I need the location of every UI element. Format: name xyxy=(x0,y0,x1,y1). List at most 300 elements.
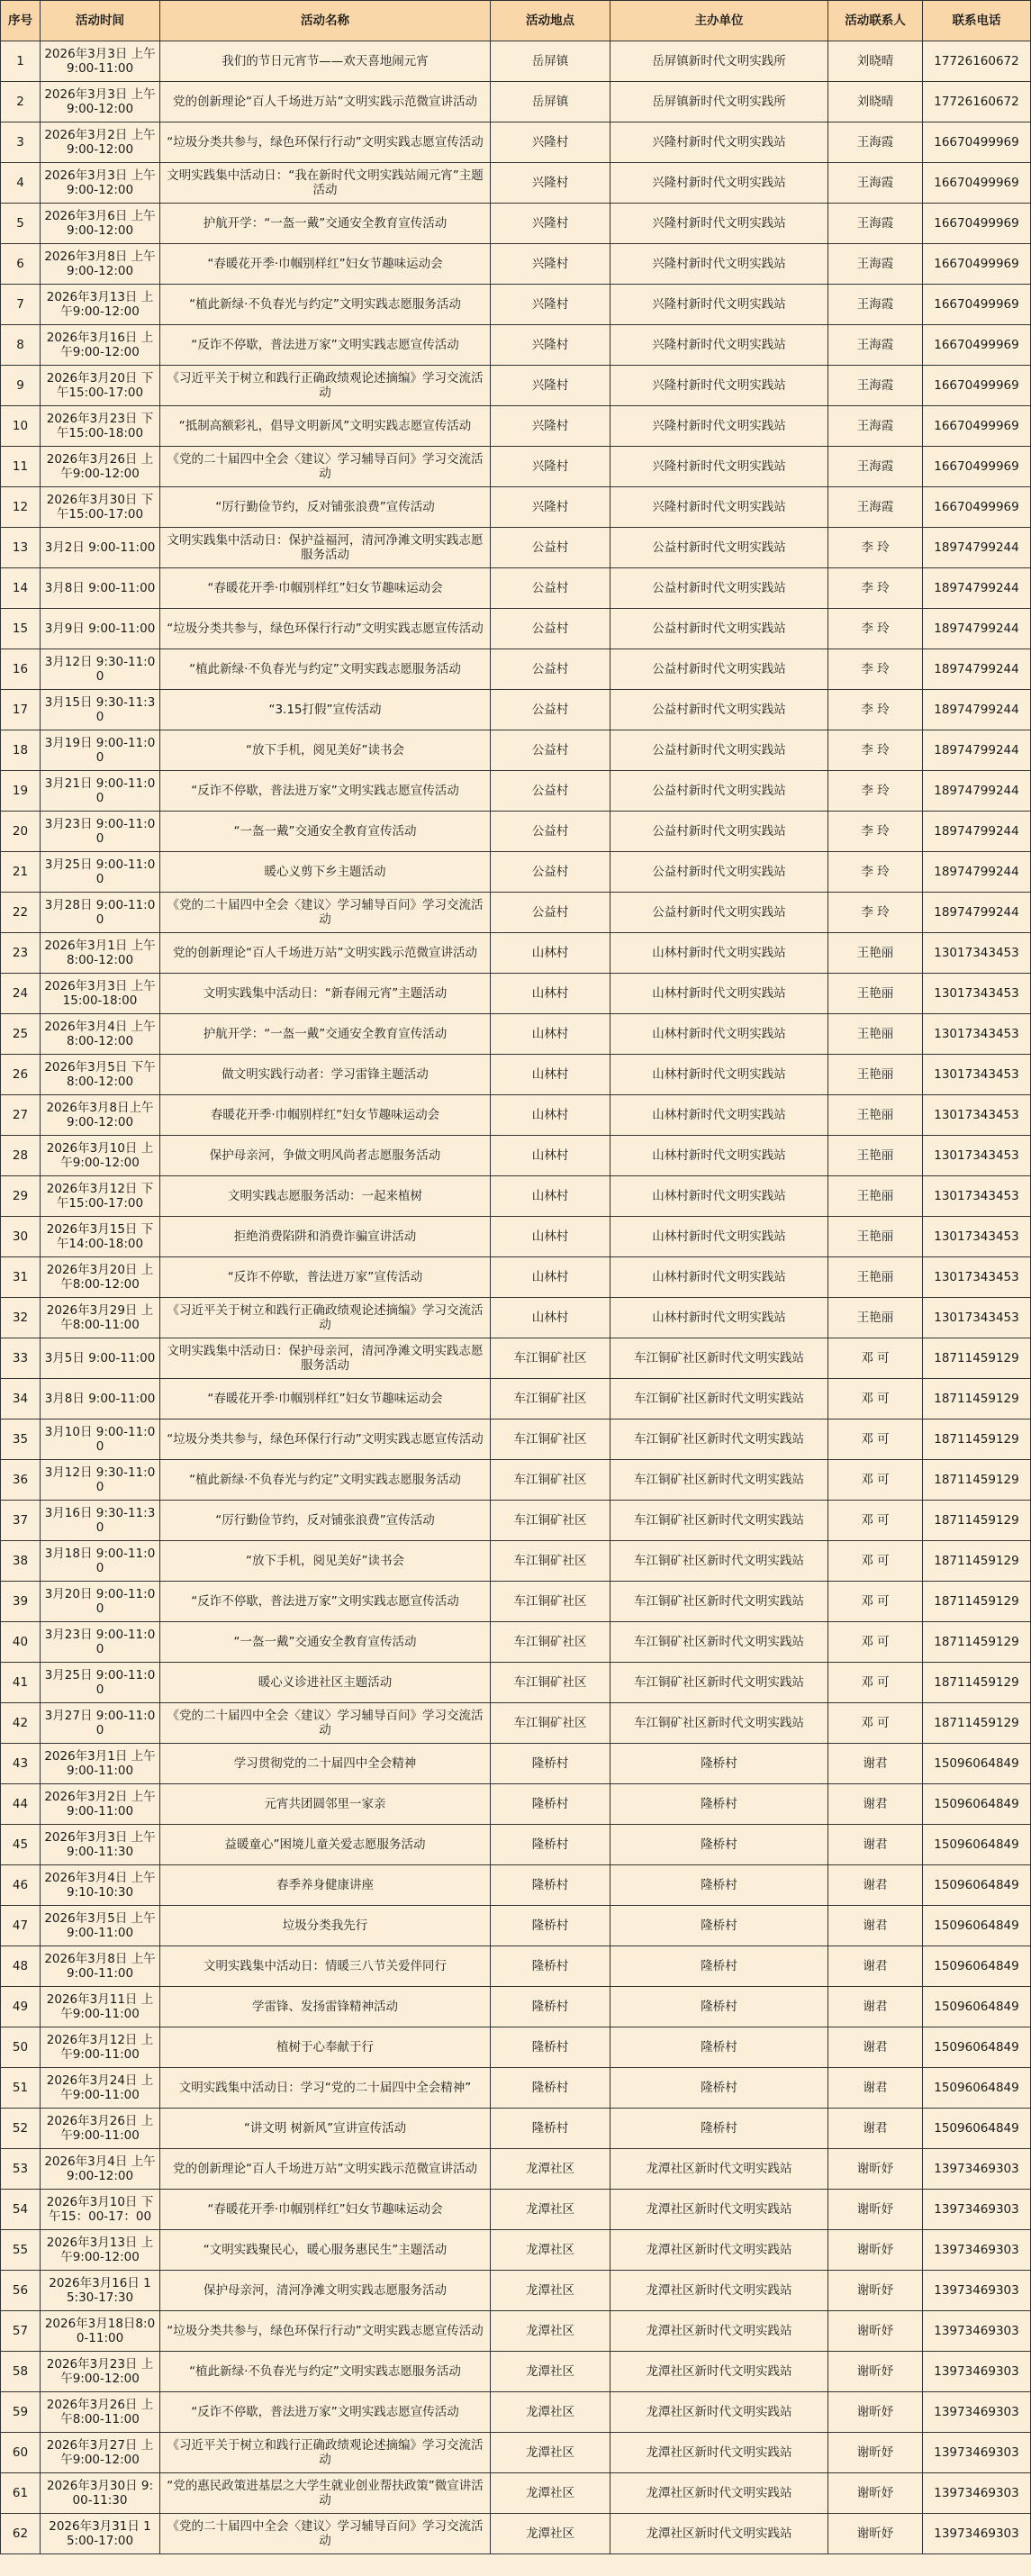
row-index: 5 xyxy=(1,204,41,244)
activity-name: “植此新绿·不负春光与约定”文明实践志愿服务活动 xyxy=(160,649,491,690)
activity-name: 《党的二十届四中全会〈建议〉学习辅导百问》学习交流活动 xyxy=(160,893,491,933)
contact-person: 谢君 xyxy=(828,1865,923,1906)
contact-person: 邓 可 xyxy=(828,1582,923,1622)
header-row xyxy=(1,1,1031,41)
activity-name: 《党的二十届四中全会〈建议〉学习辅导百问》学习交流活动 xyxy=(160,1703,491,1744)
row-index: 48 xyxy=(1,1946,41,1987)
organizer: 隆桥村 xyxy=(610,2027,828,2068)
activity-time: 3月8日 9:00-11:00 xyxy=(41,1379,160,1420)
contact-phone: 13973469303 xyxy=(923,2514,1031,2554)
row-index: 39 xyxy=(1,1582,41,1622)
contact-person: 李 玲 xyxy=(828,812,923,852)
contact-person: 李 玲 xyxy=(828,771,923,812)
header-activity-name: 活动名称 xyxy=(160,1,491,41)
activity-time: 2026年3月20日 下午15:00-17:00 xyxy=(41,366,160,406)
activity-time: 2026年3月12日 上午9:00-11:00 xyxy=(41,2027,160,2068)
organizer: 兴隆村新时代文明实践站 xyxy=(610,325,828,366)
contact-phone: 15096064849 xyxy=(923,2027,1031,2068)
organizer: 龙潭社区新时代文明实践站 xyxy=(610,2392,828,2433)
organizer: 兴隆村新时代文明实践站 xyxy=(610,122,828,163)
table-row xyxy=(1,1055,1031,1095)
activity-location: 龙潭社区 xyxy=(491,2149,610,2190)
contact-phone: 13973469303 xyxy=(923,2230,1031,2271)
row-index: 49 xyxy=(1,1987,41,2027)
contact-person: 刘晓晴 xyxy=(828,82,923,122)
activity-name: “3.15打假”宣传活动 xyxy=(160,690,491,730)
table-row xyxy=(1,2149,1031,2190)
contact-phone: 13017343453 xyxy=(923,974,1031,1014)
activity-time: 3月28日 9:00-11:00 xyxy=(41,893,160,933)
activity-location: 兴隆村 xyxy=(491,244,610,285)
table-row xyxy=(1,285,1031,325)
activity-location: 隆桥村 xyxy=(491,1744,610,1784)
contact-phone: 18711459129 xyxy=(923,1663,1031,1703)
contact-phone: 16670499969 xyxy=(923,122,1031,163)
activity-name: “春暖花开季·巾帼别样红”妇女节趣味运动会 xyxy=(160,568,491,609)
contact-phone: 16670499969 xyxy=(923,285,1031,325)
activity-time: 3月23日 9:00-11:00 xyxy=(41,1622,160,1663)
table-row xyxy=(1,1703,1031,1744)
activity-name: 春暖花开季·巾帼别样红”妇女节趣味运动会 xyxy=(160,1095,491,1136)
organizer: 隆桥村 xyxy=(610,1987,828,2027)
activity-time: 2026年3月2日 上午9:00-11:00 xyxy=(41,1784,160,1825)
table-row xyxy=(1,730,1031,771)
contact-phone: 15096064849 xyxy=(923,1744,1031,1784)
contact-phone: 15096064849 xyxy=(923,1825,1031,1865)
activity-time: 2026年3月5日 上午9:00-11:00 xyxy=(41,1906,160,1946)
row-index: 9 xyxy=(1,366,41,406)
table-row xyxy=(1,1217,1031,1257)
row-index: 37 xyxy=(1,1501,41,1541)
activity-time: 2026年3月4日 上午9:10-10:30 xyxy=(41,1865,160,1906)
activity-time: 2026年3月8日上午 9:00-12:00 xyxy=(41,1095,160,1136)
row-index: 45 xyxy=(1,1825,41,1865)
activity-time: 3月10日 9:00-11:00 xyxy=(41,1420,160,1460)
table-row xyxy=(1,528,1031,568)
organizer: 车江铜矿社区新时代文明实践站 xyxy=(610,1622,828,1663)
activity-location: 山林村 xyxy=(491,1298,610,1338)
contact-phone: 13017343453 xyxy=(923,933,1031,974)
row-index: 26 xyxy=(1,1055,41,1095)
table-row xyxy=(1,2109,1031,2149)
row-index: 54 xyxy=(1,2190,41,2230)
contact-phone: 16670499969 xyxy=(923,406,1031,447)
contact-phone: 18974799244 xyxy=(923,649,1031,690)
activity-location: 兴隆村 xyxy=(491,204,610,244)
contact-person: 邓 可 xyxy=(828,1460,923,1501)
activity-name: 学雷锋、发扬雷锋精神活动 xyxy=(160,1987,491,2027)
header-time: 活动时间 xyxy=(41,1,160,41)
table-row xyxy=(1,1784,1031,1825)
contact-person: 邓 可 xyxy=(828,1541,923,1582)
row-index: 50 xyxy=(1,2027,41,2068)
contact-person: 李 玲 xyxy=(828,649,923,690)
contact-person: 王海霞 xyxy=(828,163,923,204)
organizer: 隆桥村 xyxy=(610,1865,828,1906)
contact-person: 王艳丽 xyxy=(828,1298,923,1338)
table-row xyxy=(1,1663,1031,1703)
table-row xyxy=(1,1622,1031,1663)
activity-time: 3月20日 9:00-11:00 xyxy=(41,1582,160,1622)
contact-person: 邓 可 xyxy=(828,1379,923,1420)
contact-person: 王艳丽 xyxy=(828,1257,923,1298)
organizer: 兴隆村新时代文明实践站 xyxy=(610,244,828,285)
contact-person: 刘晓晴 xyxy=(828,41,923,82)
table-row xyxy=(1,1176,1031,1217)
activity-location: 隆桥村 xyxy=(491,1784,610,1825)
activity-location: 龙潭社区 xyxy=(491,2433,610,2473)
activity-location: 兴隆村 xyxy=(491,366,610,406)
contact-person: 王海霞 xyxy=(828,487,923,528)
table-row xyxy=(1,82,1031,122)
activity-name: 做文明实践行动者：学习雷锋主题活动 xyxy=(160,1055,491,1095)
header-phone: 联系电话 xyxy=(923,1,1031,41)
row-index: 12 xyxy=(1,487,41,528)
activity-time: 3月27日 9:00-11:00 xyxy=(41,1703,160,1744)
activity-time: 3月5日 9:00-11:00 xyxy=(41,1338,160,1379)
activity-time: 2026年3月6日 上午9:00-12:00 xyxy=(41,204,160,244)
activity-time: 3月25日 9:00-11:00 xyxy=(41,852,160,893)
activity-location: 岳屏镇 xyxy=(491,82,610,122)
activity-time: 3月21日 9:00-11:00 xyxy=(41,771,160,812)
activity-location: 隆桥村 xyxy=(491,2027,610,2068)
row-index: 46 xyxy=(1,1865,41,1906)
activity-name: “党的惠民政策进基层之大学生就业创业帮扶政策”微宣讲活动 xyxy=(160,2473,491,2514)
organizer: 公益村新时代文明实践站 xyxy=(610,812,828,852)
contact-phone: 13017343453 xyxy=(923,1055,1031,1095)
contact-phone: 18711459129 xyxy=(923,1622,1031,1663)
activity-name: “反诈不停歇，普法进万家”文明实践志愿宣传活动 xyxy=(160,1582,491,1622)
table-row xyxy=(1,1582,1031,1622)
table-row xyxy=(1,447,1031,487)
organizer: 隆桥村 xyxy=(610,1946,828,1987)
activity-name: “垃圾分类共参与，绿色环保行行动”文明实践志愿宣传活动 xyxy=(160,122,491,163)
contact-person: 谢君 xyxy=(828,1784,923,1825)
activity-name: 《习近平关于树立和践行正确政绩观论述摘编》学习交流活动 xyxy=(160,2433,491,2473)
activity-location: 车江铜矿社区 xyxy=(491,1338,610,1379)
activity-location: 公益村 xyxy=(491,771,610,812)
contact-phone: 13017343453 xyxy=(923,1176,1031,1217)
contact-phone: 15096064849 xyxy=(923,2068,1031,2109)
contact-phone: 18974799244 xyxy=(923,609,1031,649)
activity-time: 2026年3月4日 上午8:00-12:00 xyxy=(41,1014,160,1055)
contact-person: 邓 可 xyxy=(828,1338,923,1379)
contact-phone: 18711459129 xyxy=(923,1338,1031,1379)
activity-name: “植此新绿·不负春光与约定”文明实践志愿服务活动 xyxy=(160,1460,491,1501)
contact-phone: 13017343453 xyxy=(923,1257,1031,1298)
table-row xyxy=(1,812,1031,852)
activity-location: 车江铜矿社区 xyxy=(491,1582,610,1622)
activity-name: 植树于心奉献于行 xyxy=(160,2027,491,2068)
contact-person: 邓 可 xyxy=(828,1622,923,1663)
contact-person: 李 玲 xyxy=(828,893,923,933)
contact-phone: 16670499969 xyxy=(923,487,1031,528)
row-index: 29 xyxy=(1,1176,41,1217)
row-index: 25 xyxy=(1,1014,41,1055)
activity-name: 党的创新理论“百人千场进万站”文明实践示范微宣讲活动 xyxy=(160,2149,491,2190)
organizer: 公益村新时代文明实践站 xyxy=(610,568,828,609)
activity-location: 龙潭社区 xyxy=(491,2514,610,2554)
activity-location: 隆桥村 xyxy=(491,1946,610,1987)
contact-person: 王海霞 xyxy=(828,122,923,163)
row-index: 14 xyxy=(1,568,41,609)
contact-phone: 15096064849 xyxy=(923,1784,1031,1825)
activity-time: 2026年3月2日 上午9:00-12:00 xyxy=(41,122,160,163)
activity-location: 公益村 xyxy=(491,852,610,893)
activity-name: “反诈不停歇，普法进万家”文明实践志愿宣传活动 xyxy=(160,771,491,812)
row-index: 59 xyxy=(1,2392,41,2433)
organizer: 兴隆村新时代文明实践站 xyxy=(610,487,828,528)
contact-person: 邓 可 xyxy=(828,1663,923,1703)
contact-person: 李 玲 xyxy=(828,528,923,568)
table-row xyxy=(1,2027,1031,2068)
table-row xyxy=(1,2190,1031,2230)
activity-name: “反诈不停歇，普法进万家”宣传活动 xyxy=(160,1257,491,1298)
contact-person: 谢君 xyxy=(828,2027,923,2068)
activity-name: 益暖童心”困境儿童关爱志愿服务活动 xyxy=(160,1825,491,1865)
activity-time: 2026年3月3日 上午9:00-11:30 xyxy=(41,1825,160,1865)
activity-name: “垃圾分类共参与，绿色环保行行动”文明实践志愿宣传活动 xyxy=(160,2311,491,2352)
row-index: 62 xyxy=(1,2514,41,2554)
activity-name: 保护母亲河，清河净滩文明实践志愿服务活动 xyxy=(160,2271,491,2311)
row-index: 8 xyxy=(1,325,41,366)
activity-time: 2026年3月10日 下午15：00-17：00 xyxy=(41,2190,160,2230)
contact-person: 王海霞 xyxy=(828,325,923,366)
activity-time: 2026年3月30日 下午15:00-17:00 xyxy=(41,487,160,528)
activity-name: 保护母亲河，争做文明风尚者志愿服务活动 xyxy=(160,1136,491,1176)
activity-location: 公益村 xyxy=(491,609,610,649)
activity-name: “厉行勤俭节约，反对铺张浪费”宣传活动 xyxy=(160,1501,491,1541)
activity-location: 龙潭社区 xyxy=(491,2311,610,2352)
table-row xyxy=(1,1501,1031,1541)
contact-person: 谢昕妤 xyxy=(828,2433,923,2473)
row-index: 28 xyxy=(1,1136,41,1176)
contact-phone: 18974799244 xyxy=(923,812,1031,852)
activity-name: 我们的节日元宵节——欢天喜地闹元宵 xyxy=(160,41,491,82)
table-row xyxy=(1,487,1031,528)
activity-time: 3月12日 9:30-11:00 xyxy=(41,1460,160,1501)
table-row xyxy=(1,2473,1031,2514)
activity-location: 隆桥村 xyxy=(491,1906,610,1946)
activity-name: “放下手机，阅见美好”读书会 xyxy=(160,730,491,771)
contact-person: 王艳丽 xyxy=(828,1055,923,1095)
table-row xyxy=(1,1298,1031,1338)
activity-name: 党的创新理论“百人千场进万站”文明实践示范微宣讲活动 xyxy=(160,933,491,974)
contact-person: 李 玲 xyxy=(828,852,923,893)
contact-phone: 18711459129 xyxy=(923,1460,1031,1501)
row-index: 57 xyxy=(1,2311,41,2352)
activity-name: 文明实践集中活动日：“我在新时代文明实践站闹元宵”主题活动 xyxy=(160,163,491,204)
activity-time: 2026年3月29日 上午8:00-11:00 xyxy=(41,1298,160,1338)
table-row xyxy=(1,2271,1031,2311)
contact-phone: 13017343453 xyxy=(923,1014,1031,1055)
contact-phone: 18711459129 xyxy=(923,1501,1031,1541)
activity-location: 车江铜矿社区 xyxy=(491,1703,610,1744)
organizer: 兴隆村新时代文明实践站 xyxy=(610,406,828,447)
organizer: 公益村新时代文明实践站 xyxy=(610,690,828,730)
contact-phone: 13973469303 xyxy=(923,2392,1031,2433)
contact-phone: 18711459129 xyxy=(923,1420,1031,1460)
activity-name: “反诈不停歇，普法进万家”文明实践志愿宣传活动 xyxy=(160,325,491,366)
organizer: 兴隆村新时代文明实践站 xyxy=(610,204,828,244)
organizer: 隆桥村 xyxy=(610,1906,828,1946)
row-index: 22 xyxy=(1,893,41,933)
activity-name: 护航开学：“一盔一戴”交通安全教育宣传活动 xyxy=(160,204,491,244)
activity-name: 文明实践集中活动日：学习“党的二十届四中全会精神” xyxy=(160,2068,491,2109)
organizer: 龙潭社区新时代文明实践站 xyxy=(610,2433,828,2473)
activity-location: 隆桥村 xyxy=(491,1825,610,1865)
organizer: 山林村新时代文明实践站 xyxy=(610,1055,828,1095)
row-index: 30 xyxy=(1,1217,41,1257)
row-index: 55 xyxy=(1,2230,41,2271)
organizer: 山林村新时代文明实践站 xyxy=(610,1095,828,1136)
activity-time: 2026年3月31日 15:00-17:00 xyxy=(41,2514,160,2554)
activity-location: 车江铜矿社区 xyxy=(491,1541,610,1582)
activity-location: 车江铜矿社区 xyxy=(491,1420,610,1460)
activity-location: 兴隆村 xyxy=(491,122,610,163)
table-row xyxy=(1,1987,1031,2027)
activity-time: 2026年3月13日 上午9:00-12:00 xyxy=(41,2230,160,2271)
row-index: 51 xyxy=(1,2068,41,2109)
activity-location: 公益村 xyxy=(491,528,610,568)
table-row xyxy=(1,1338,1031,1379)
contact-person: 王海霞 xyxy=(828,447,923,487)
row-index: 36 xyxy=(1,1460,41,1501)
activity-name: 《党的二十届四中全会〈建议〉学习辅导百问》学习交流活动 xyxy=(160,447,491,487)
activity-location: 龙潭社区 xyxy=(491,2190,610,2230)
organizer: 兴隆村新时代文明实践站 xyxy=(610,163,828,204)
organizer: 车江铜矿社区新时代文明实践站 xyxy=(610,1379,828,1420)
organizer: 公益村新时代文明实践站 xyxy=(610,852,828,893)
contact-person: 王海霞 xyxy=(828,406,923,447)
activity-name: “一盔一戴”交通安全教育宣传活动 xyxy=(160,812,491,852)
organizer: 龙潭社区新时代文明实践站 xyxy=(610,2473,828,2514)
contact-phone: 18974799244 xyxy=(923,528,1031,568)
activity-name: 《党的二十届四中全会〈建议〉学习辅导百问》学习交流活动 xyxy=(160,2514,491,2554)
row-index: 53 xyxy=(1,2149,41,2190)
contact-person: 王艳丽 xyxy=(828,1095,923,1136)
organizer: 兴隆村新时代文明实践站 xyxy=(610,285,828,325)
table-row xyxy=(1,1460,1031,1501)
contact-person: 王艳丽 xyxy=(828,1217,923,1257)
contact-person: 谢君 xyxy=(828,1906,923,1946)
contact-phone: 13973469303 xyxy=(923,2190,1031,2230)
activity-time: 3月19日 9:00-11:00 xyxy=(41,730,160,771)
table-row xyxy=(1,41,1031,82)
organizer: 车江铜矿社区新时代文明实践站 xyxy=(610,1541,828,1582)
activity-location: 公益村 xyxy=(491,730,610,771)
activity-name: “厉行勤俭节约，反对铺张浪费”宣传活动 xyxy=(160,487,491,528)
contact-person: 王艳丽 xyxy=(828,933,923,974)
contact-phone: 17726160672 xyxy=(923,82,1031,122)
activity-location: 山林村 xyxy=(491,1217,610,1257)
table-row xyxy=(1,933,1031,974)
activity-name: 元宵共团圆邻里一家亲 xyxy=(160,1784,491,1825)
activity-location: 公益村 xyxy=(491,568,610,609)
table-row xyxy=(1,1257,1031,1298)
activity-time: 2026年3月8日 上午9:00-12:00 xyxy=(41,244,160,285)
activity-time: 2026年3月24日 上午9:00-11:00 xyxy=(41,2068,160,2109)
organizer: 山林村新时代文明实践站 xyxy=(610,1136,828,1176)
organizer: 公益村新时代文明实践站 xyxy=(610,893,828,933)
table-body xyxy=(1,41,1031,2554)
activity-name: “讲文明 树新风”宣讲宣传活动 xyxy=(160,2109,491,2149)
contact-person: 谢昕妤 xyxy=(828,2514,923,2554)
row-index: 20 xyxy=(1,812,41,852)
activity-time: 2026年3月26日 上午8:00-11:00 xyxy=(41,2392,160,2433)
organizer: 公益村新时代文明实践站 xyxy=(610,609,828,649)
row-index: 60 xyxy=(1,2433,41,2473)
contact-person: 谢昕妤 xyxy=(828,2149,923,2190)
contact-person: 谢君 xyxy=(828,2109,923,2149)
table-row xyxy=(1,974,1031,1014)
activity-location: 公益村 xyxy=(491,649,610,690)
organizer: 山林村新时代文明实践站 xyxy=(610,1014,828,1055)
activity-location: 车江铜矿社区 xyxy=(491,1501,610,1541)
organizer: 兴隆村新时代文明实践站 xyxy=(610,447,828,487)
activity-location: 兴隆村 xyxy=(491,406,610,447)
contact-phone: 15096064849 xyxy=(923,2109,1031,2149)
activity-time: 2026年3月1日 上午8:00-12:00 xyxy=(41,933,160,974)
activity-name: 《习近平关于树立和践行正确政绩观论述摘编》学习交流活动 xyxy=(160,366,491,406)
row-index: 35 xyxy=(1,1420,41,1460)
organizer: 龙潭社区新时代文明实践站 xyxy=(610,2352,828,2392)
row-index: 7 xyxy=(1,285,41,325)
table-row xyxy=(1,568,1031,609)
organizer: 山林村新时代文明实践站 xyxy=(610,1217,828,1257)
row-index: 11 xyxy=(1,447,41,487)
organizer: 隆桥村 xyxy=(610,2109,828,2149)
activity-name: 文明实践志愿服务活动：一起来植树 xyxy=(160,1176,491,1217)
contact-person: 王海霞 xyxy=(828,244,923,285)
activity-location: 龙潭社区 xyxy=(491,2473,610,2514)
activity-location: 兴隆村 xyxy=(491,285,610,325)
organizer: 兴隆村新时代文明实践站 xyxy=(610,366,828,406)
table-row xyxy=(1,2514,1031,2554)
table-row xyxy=(1,1014,1031,1055)
activity-time: 2026年3月23日 下午15:00-18:00 xyxy=(41,406,160,447)
contact-phone: 13017343453 xyxy=(923,1136,1031,1176)
row-index: 2 xyxy=(1,82,41,122)
contact-phone: 18974799244 xyxy=(923,690,1031,730)
row-index: 58 xyxy=(1,2352,41,2392)
organizer: 山林村新时代文明实践站 xyxy=(610,933,828,974)
contact-person: 谢君 xyxy=(828,1987,923,2027)
contact-phone: 17726160672 xyxy=(923,41,1031,82)
activity-location: 龙潭社区 xyxy=(491,2352,610,2392)
row-index: 1 xyxy=(1,41,41,82)
organizer: 岳屏镇新时代文明实践所 xyxy=(610,82,828,122)
activity-name: “一盔一戴”交通安全教育宣传活动 xyxy=(160,1622,491,1663)
activity-time: 2026年3月30日 9:00-11:30 xyxy=(41,2473,160,2514)
table-row xyxy=(1,1420,1031,1460)
table-row xyxy=(1,893,1031,933)
row-index: 38 xyxy=(1,1541,41,1582)
activity-time: 3月16日 9:30-11:30 xyxy=(41,1501,160,1541)
table-row xyxy=(1,690,1031,730)
activity-name: 《习近平关于树立和践行正确政绩观论述摘编》学习交流活动 xyxy=(160,1298,491,1338)
activity-name: “春暖花开季·巾帼别样红”妇女节趣味运动会 xyxy=(160,1379,491,1420)
row-index: 6 xyxy=(1,244,41,285)
row-index: 47 xyxy=(1,1906,41,1946)
activity-time: 3月9日 9:00-11:00 xyxy=(41,609,160,649)
table-row xyxy=(1,366,1031,406)
contact-person: 谢昕妤 xyxy=(828,2230,923,2271)
organizer: 山林村新时代文明实践站 xyxy=(610,974,828,1014)
organizer: 公益村新时代文明实践站 xyxy=(610,649,828,690)
activity-location: 龙潭社区 xyxy=(491,2392,610,2433)
activity-location: 山林村 xyxy=(491,1136,610,1176)
